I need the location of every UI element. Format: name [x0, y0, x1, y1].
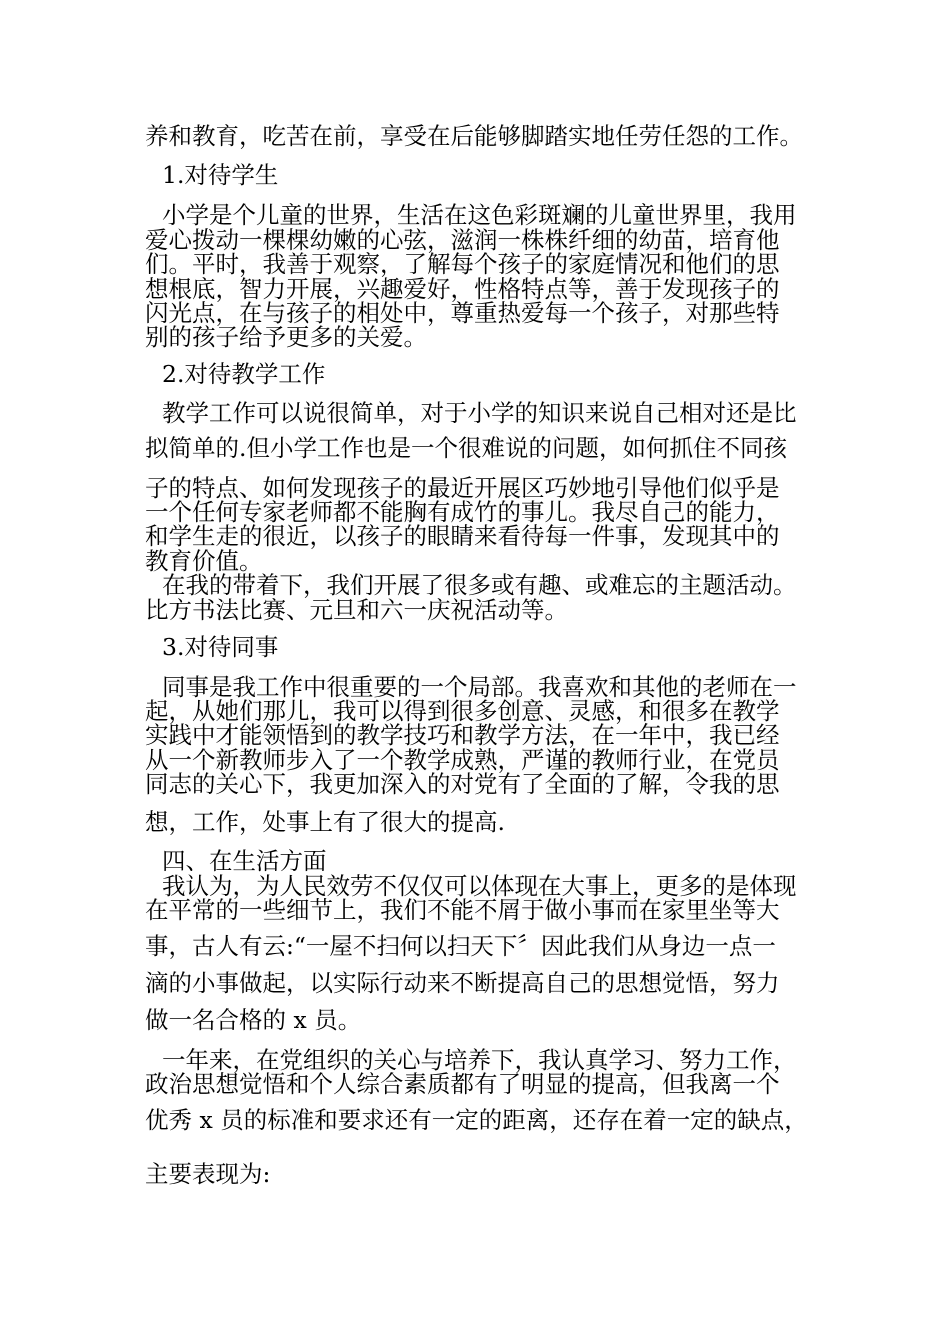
section-heading: 3.对待同事: [162, 633, 279, 661]
text-line: 起，从她们那儿，我可以得到很多创意、灵感，和很多在教学: [145, 697, 780, 725]
text-line: 主要表现为:: [145, 1160, 271, 1188]
text-line: 小学是个儿童的世界，生活在这色彩斑斓的儿童世界里，我用: [162, 201, 797, 229]
text-line: 教学工作可以说很简单，对于小学的知识来说自己相对还是比: [162, 399, 797, 427]
text-line: 比方书法比赛、元旦和六一庆祝活动等。: [145, 596, 568, 624]
text-line: 一个任何专家老师都不能胸有成竹的事儿。我尽自己的能力，: [145, 498, 780, 526]
text-line: 事，古人有云:“一屋不扫何以扫天下〞因此我们从身边一点一: [145, 932, 776, 960]
text-line: 养和教育，吃苦在前，享受在后能够脚踏实地任劳任怨的工作。: [145, 122, 803, 150]
text-line: 从一个新教师步入了一个教学成熟，严谨的教师行业，在党员: [145, 746, 780, 774]
text-line: 优秀 x 员的标准和要求还有一定的距离，还存在着一定的缺点，: [145, 1106, 808, 1134]
text-line: 我认为，为人民效劳不仅仅可以体现在大事上，更多的是体现: [162, 872, 797, 900]
text-line: 做一名合格的 x 员。: [145, 1006, 362, 1034]
text-line: 实践中才能领悟到的教学技巧和教学方法，在一年中，我已经: [145, 721, 780, 749]
text-line: 们。平时，我善于观察，了解每个孩子的家庭情况和他们的思: [145, 250, 780, 278]
text-line: 政治思想觉悟和个人综合素质都有了明显的提高，但我离一个: [145, 1070, 780, 1098]
text-line: 在我的带着下，我们开展了很多或有趣、或难忘的主题活动。: [162, 571, 797, 599]
text-line: 滴的小事做起，以实际行动来不断提高自己的思想觉悟，努力: [145, 969, 780, 997]
text-line: 爱心拨动一棵棵幼嫩的心弦，滋润一株株纤细的幼苗，培育他: [145, 226, 780, 254]
text-line: 教育价值。: [145, 547, 263, 575]
text-line: 同事是我工作中很重要的一个局部。我喜欢和其他的老师在一: [162, 673, 797, 701]
text-line: 闪光点，在与孩子的相处中，尊重热爱每一个孩子，对那些特: [145, 299, 780, 327]
text-line: 拟简单的.但小学工作也是一个很难说的问题，如何抓住不同孩: [145, 434, 787, 462]
section-heading: 1.对待学生: [162, 161, 279, 189]
text-line: 一年来，在党组织的关心与培养下，我认真学习、努力工作，: [162, 1046, 797, 1074]
text-line: 想根底，智力开展，兴趣爱好，性格特点等，善于发现孩子的: [145, 275, 780, 303]
text-line: 别的孩子给予更多的关爱。: [145, 323, 427, 351]
text-line: 在平常的一些细节上，我们不能不屑于做小事而在家里坐等大: [145, 896, 780, 924]
section-heading: 四、在生活方面: [162, 847, 327, 875]
section-heading: 2.对待教学工作: [162, 360, 326, 388]
text-line: 同志的关心下，我更加深入的对党有了全面的了解，令我的思: [145, 770, 780, 798]
text-line: 和学生走的很近，以孩子的眼睛来看待每一件事，发现其中的: [145, 522, 780, 550]
text-line: 子的特点、如何发现孩子的最近开展区巧妙地引导他们似乎是: [145, 474, 780, 502]
text-line: 想，工作，处事上有了很大的提高.: [145, 808, 505, 836]
